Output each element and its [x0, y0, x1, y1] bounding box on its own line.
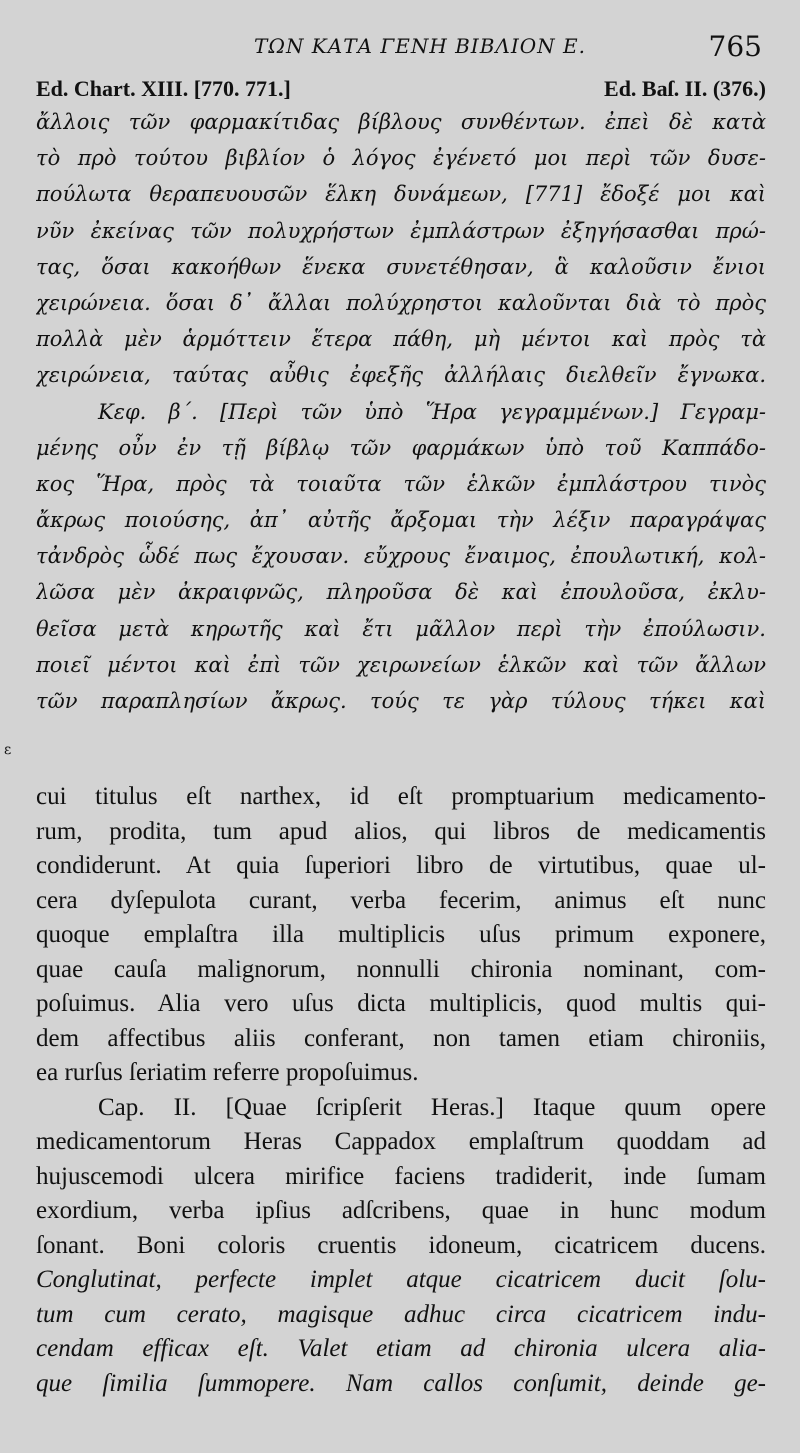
latin-line: poſuimus. Alia vero uſus dicta multiplicis, quod multis qui-	[36, 990, 766, 1017]
greek-line: κος Ἥρα, πρὸς τὰ τοιαῦτα τῶν ἑλκῶν ἐμπλάστρου τινὸς	[36, 471, 766, 496]
latin-line-italic: Conglutinat, perfecte implet atque cicatricem ducit ſolu-	[36, 1266, 766, 1293]
edition-chartier: Ed. Chart. XIII. [770. 771.]	[36, 76, 291, 101]
greek-line: χειρώνεια, ταύτας αὖθις ἐφεξῆς ἀλλήλαις διελθεῖν ἔγνωκα.	[36, 363, 766, 388]
latin-line: cera dyſepulota curant, verba fecerim, animus eſt nunc	[36, 886, 766, 914]
latin-line: dem affectibus aliis conferant, non tamen etiam chironiis,	[36, 1024, 766, 1052]
latin-line: ſonant. Boni coloris cruentis idoneum, cicatricem ducens.	[36, 1231, 766, 1259]
greek-line: θεῖσα μετὰ κηρωτῆς καὶ ἔτι μᾶλλον περὶ τὴν ἐπούλωσιν.	[36, 616, 766, 641]
latin-line: rum, prodita, tum apud alios, qui libros de medicamentis	[36, 817, 766, 845]
latin-line-italic: cendam efficax eſt. Valet etiam ad chironia ulcera alia-	[36, 1335, 766, 1362]
edition-line	[36, 76, 766, 106]
latin-chapter-heading-line: Cap. II. [Quae ſcripſerit Heras.] Itaque quum opere	[98, 1093, 766, 1121]
running-head	[40, 30, 770, 70]
latin-line: hujuscemodi ulcera mirifice faciens tradiderit, inde ſumam	[36, 1162, 766, 1190]
greek-line: τῶν παραπλησίων ἄκρως. τούς τε γὰρ τύλους τήκει καὶ	[36, 689, 766, 713]
latin-line: cui titulus eſt narthex, id eſt promptuarium medicamento-	[36, 783, 766, 810]
greek-chapter-heading-line: Κεφ. β΄. [Περὶ τῶν ὑπὸ Ἥρα γεγραμμένων.] Γεγραμ-	[98, 399, 766, 424]
greek-line: πούλωτα θεραπευουσῶν ἕλκη δυνάμεων, [771] ἔδοξέ μοι καὶ	[36, 182, 766, 207]
greek-line: ἄλλοις τῶν φαρμακίτιδας βίβλους συνθέντων. ἐπεὶ δὲ κατὰ	[36, 110, 766, 134]
greek-line: μένης οὖν ἐν τῇ βίβλῳ τῶν φαρμάκων ὑπὸ τοῦ Καππάδο-	[36, 435, 766, 460]
greek-line: τας, ὅσαι κακοήθων ἕνεκα συνετέθησαν, ἃ καλοῦσιν ἔνιοι	[36, 254, 766, 279]
greek-text	[36, 104, 766, 719]
margin-mark: ε	[4, 742, 12, 758]
greek-line: τὸ πρὸ τούτου βιβλίον ὁ λόγος ἐγένετό μοι περὶ τῶν δυσε-	[36, 146, 766, 171]
latin-line: quoque emplaſtra illa multiplicis uſus primum exponere,	[36, 921, 766, 948]
latin-line: condiderunt. At quia ſuperiori libro de virtutibus, quae ul-	[36, 852, 766, 879]
greek-line: ποιεῖ μέντοι καὶ ἐπὶ τῶν χειρωνείων ἑλκῶν καὶ τῶν ἄλλων	[36, 652, 766, 677]
greek-line: τἀνδρὸς ὧδέ πως ἔχουσαν. εὔχρους ἔναιμος, ἐπουλωτική, κολ-	[36, 544, 766, 569]
latin-line: quae cauſa malignorum, nonnulli chironia nominant, com-	[36, 955, 766, 983]
latin-line-italic: tum cum cerato, magisque adhuc circa cicatricem indu-	[36, 1300, 766, 1328]
greek-line: λῶσα μὲν ἀκραιφνῶς, πληροῦσα δὲ καὶ ἐπουλοῦσα, ἐκλυ-	[36, 580, 766, 605]
latin-line: exordium, verba ipſius adſcribens, quae in hunc modum	[36, 1197, 766, 1224]
greek-line: πολλὰ μὲν ἁρμόττειν ἕτερα πάθη, μὴ μέντοι καὶ πρὸς τὰ	[36, 327, 766, 352]
greek-line: χειρώνεια. ὅσαι δ᾽ ἄλλαι πολύχρηστοι καλοῦνται διὰ τὸ πρὸς	[36, 290, 766, 315]
latin-line: medicamentorum Heras Cappadox emplaſtrum quoddam ad	[36, 1128, 766, 1155]
latin-line-italic: que ſimilia ſummopere. Nam callos conſumit, deinde ge-	[36, 1369, 766, 1397]
greek-line: ἄκρως ποιούσης, ἀπ᾽ αὐτῆς ἄρξομαι τὴν λέξιν παραγράψας	[36, 508, 766, 533]
greek-line: νῦν ἐκείνας τῶν πολυχρήστων ἐμπλάστρων ἐξηγήσασθαι πρώ-	[36, 218, 766, 243]
page-number: 765	[708, 30, 762, 63]
latin-line: ea rurſus ſeriatim referre propoſuimus.	[36, 1059, 419, 1086]
running-title: ΤΩΝ ΚΑΤΑ ΓΕΝΗ ΒΙΒΛΙΟΝ Ε.	[254, 34, 586, 58]
latin-text	[36, 780, 766, 1401]
edition-basel: Ed. Baſ. II. (376.)	[604, 76, 766, 101]
